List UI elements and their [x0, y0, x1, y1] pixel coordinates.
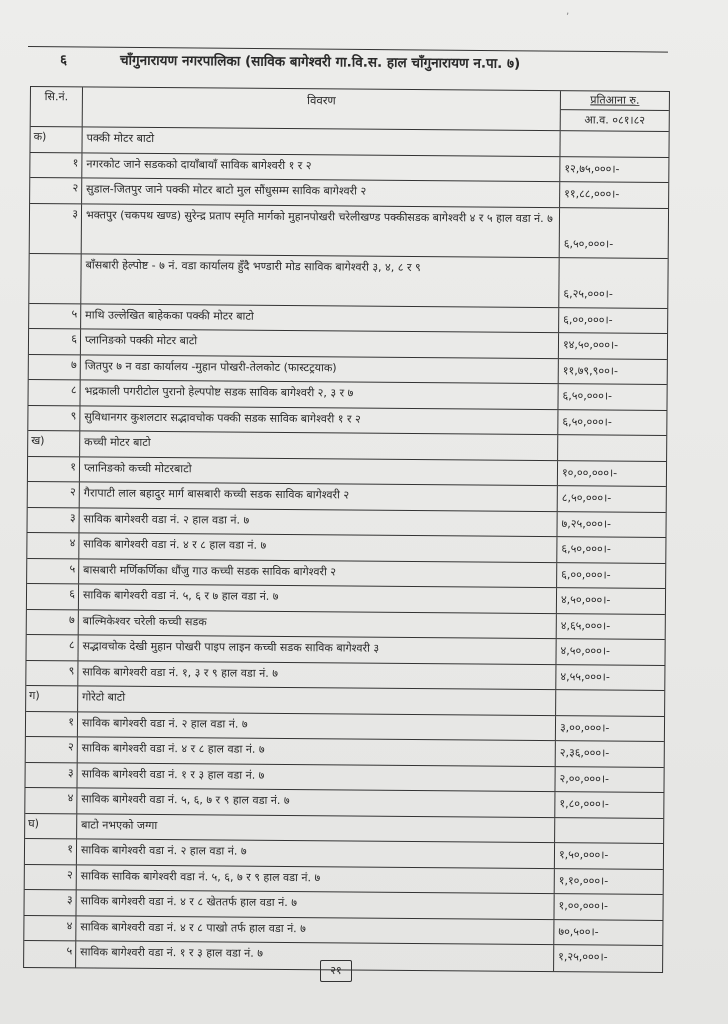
cell-sn: ६: [27, 584, 79, 609]
cell-sn: २: [26, 737, 78, 762]
page-number: २१: [320, 960, 352, 982]
cell-sn: ५: [27, 558, 79, 583]
corner-mark: ‚: [566, 6, 570, 17]
cell-description: प्लानिङको कच्ची मोटरबाटो: [80, 457, 558, 485]
cell-amount: ६,००,०००।-: [561, 567, 611, 582]
cell-amount: १४,५०,०००।-: [562, 338, 619, 352]
cell-amount: ६,५०,०००।-: [563, 236, 614, 251]
cell-amount: १०,००,०००।-: [561, 465, 618, 480]
cell-description: साविक बागेश्वरी वडा नं. १ र ३ हाल वडा नं. ७: [77, 763, 555, 791]
cell-amount: २,३६,०००।-: [559, 746, 610, 760]
cell-description: भद्रकाली पगरीटोल पुरानो हेल्पपोष्ट सडक साविक बागेश्वरी २, ३ र ७: [80, 380, 558, 408]
cell-sn: ३: [24, 890, 76, 915]
cell-description: साविक बागेश्वरी वडा नं. ४ र ८ हाल वडा नं. ७: [78, 737, 556, 765]
cell-amount: ११,७९,९००।-: [562, 363, 619, 378]
cell-description: नगरकोट जाने सडकको दायाँबायाँ साविक बागेश्वरी १ र २: [82, 153, 560, 181]
table-header-row: [31, 87, 669, 132]
page-title: चाँगुनारायण नगरपालिका (साविक बागेश्वरी गा.वि.स. हाल चाँगुनारायण न.पा. ७): [119, 52, 521, 73]
cell-description: साविक बागेश्वरी वडा नं. ४ र ८ पाखो तर्फ हाल वडा नं. ७: [76, 916, 554, 944]
col-sn-header: सि.नं.: [31, 87, 83, 126]
cell-sn: ग): [26, 686, 78, 711]
cell-description: गोरेटो बाटो: [78, 686, 556, 714]
cell-description: साविक बागेश्वरी वडा नं. २ हाल वडा नं. ७: [77, 839, 555, 867]
cell-amount: २,००,०००।-: [559, 771, 610, 786]
cell-sn: ९: [26, 660, 78, 685]
cell-sn: ८: [28, 380, 80, 405]
cell-sn: [29, 254, 81, 303]
cell-sn: २: [30, 178, 82, 203]
cell-description: सुडाल-जितपुर जाने पक्की मोटर बाटो मुल सौंधुसम्म साविक बागेश्वरी २: [82, 178, 560, 206]
cell-description: साविक बागेश्वरी वडा नं. ५, ६, ७ र ९ हाल वडा नं. ७: [77, 788, 555, 816]
table-row: [30, 204, 668, 259]
cell-description: साविक बागेश्वरी वडा नं. २ हाल वडा नं. ७: [78, 712, 556, 740]
cell-sn: ७: [27, 609, 79, 634]
cell-sn: ३: [30, 204, 82, 253]
cell-description: साविक बागेश्वरी वडा नं. २ हाल वडा नं. ७: [79, 508, 557, 536]
cell-amount: ६,५०,०००।-: [562, 414, 612, 429]
cell-amount: [558, 435, 666, 460]
cell-sn: ४: [24, 915, 76, 940]
cell-amount: ४,६५,०००।-: [560, 618, 611, 633]
cell-description: जितपुर ७ न वडा कार्यालय -मुहान पोखरी-तेलकोट (फास्टट्रयाक): [81, 355, 559, 383]
cell-amount: ६,५०,०००।-: [562, 389, 613, 403]
cell-sn: ख): [28, 431, 80, 456]
page-heading: [60, 50, 680, 81]
cell-sn: ८: [26, 635, 78, 660]
cell-amount: १,२५,०००।-: [558, 950, 608, 964]
cell-sn: १: [28, 456, 80, 481]
table-row: [29, 254, 667, 309]
cell-amount: [555, 818, 663, 843]
cell-amount: ६,००,०००।-: [563, 312, 613, 327]
cell-amount: १२,७५,०००।-: [564, 161, 620, 176]
col-amount-header-top: प्रतिआना रु.: [561, 91, 669, 111]
cell-sn: १: [25, 839, 77, 864]
cell-amount: [556, 690, 664, 715]
cell-sn: ४: [25, 788, 77, 813]
col-amount-header: [561, 91, 669, 131]
cell-amount: ४,५०,०००।-: [560, 593, 611, 607]
cell-sn: ३: [25, 762, 77, 787]
cell-description: गैरापाटी लाल बहादुर मार्ग बासबारी कच्ची सडक साविक बागेश्वरी २: [80, 482, 558, 510]
cell-description: बाल्मिकेश्वर चरेली कच्ची सडक: [79, 610, 557, 638]
cell-description: साविक बागेश्वरी वडा नं. ४ र ८ खेततर्फ हाल वडा नं. ७: [76, 890, 554, 918]
cell-sn: २: [25, 864, 77, 889]
cell-description: साविक बागेश्वरी वडा नं. १, ३ र ९ हाल वडा नं. ७: [78, 661, 556, 689]
cell-description: साविक बागेश्वरी वडा नं. १ र ३ हाल वडा नं. ७: [76, 941, 554, 970]
cell-description: साविक बागेश्वरी वडा नं. ५, ६ र ७ हाल वडा नं. ७: [79, 584, 557, 612]
cell-description: बासबारी मर्णिकर्णिका धौंजु गाउ कच्ची सडक साविक बागेश्वरी २: [79, 559, 557, 587]
cell-description: साविक बागेश्वरी वडा नं. ४ र ८ हाल वडा नं. ७: [79, 533, 557, 561]
cell-sn: ३: [27, 507, 79, 532]
cell-description: कच्ची मोटर बाटो: [80, 431, 558, 459]
cell-amount: ६,५०,०००।-: [561, 542, 611, 556]
cell-description: बाँसबारी हेल्पोष्ट - ७ नं. वडा कार्यालय हुँदै भण्डारी मोड साविक बागेश्वरी ३, ४, ८ र ९: [81, 254, 559, 307]
cell-description: प्लानिङको पक्की मोटर बाटो: [81, 329, 559, 357]
cell-amount: १,१०,०००।-: [558, 873, 609, 888]
cell-sn: १: [26, 711, 78, 736]
cell-amount: ८,५०,०००।-: [561, 491, 612, 505]
cell-sn: २: [28, 482, 80, 507]
cell-description: पक्की मोटर बाटो: [82, 127, 560, 155]
section-number: ६: [59, 52, 68, 69]
cell-sn: ५: [24, 941, 76, 967]
cell-sn: ४: [27, 533, 79, 558]
cell-description: सुविधानगर कुशलटार सद्भावचोक पक्की सडक साविक बागेश्वरी १ र २: [80, 406, 558, 434]
cell-amount: १,००,०००।-: [558, 899, 609, 913]
cell-description: बाटो नभएको जग्गा: [77, 814, 555, 842]
cell-amount: १,८०,०००।-: [559, 797, 609, 811]
cell-amount: [560, 131, 668, 156]
cell-amount: ४,५५,०००।-: [560, 669, 610, 684]
cell-amount: ११,८८,०००।-: [564, 187, 620, 201]
col-amount-header-bottom: आ.व. ०८१।८२: [584, 113, 646, 127]
cell-sn: क): [30, 127, 82, 152]
cell-description: माथि उल्लेखित बाहेकका पक्की मोटर बाटो: [81, 304, 559, 332]
valuation-table: [23, 86, 670, 972]
cell-description: भक्तपुर (चकपथ खण्ड) सुरेन्द्र प्रताप स्मृति मार्गको मुहानपोखरी चरेलीखण्ड पक्कीसडक बागेश्वरी ४ र ५ हाल वडा नं. ७: [82, 204, 560, 257]
cell-amount: ४,५०,०००।-: [560, 644, 611, 658]
cell-amount: ३,००,०००।-: [559, 720, 610, 735]
cell-description: साविक साविक बागेश्वरी वडा नं. ५, ६, ७ र ९ हाल वडा नं. ७: [77, 865, 555, 893]
cell-amount: ६,२५,०००।-: [563, 286, 613, 301]
cell-sn: ९: [28, 405, 80, 430]
cell-sn: १: [30, 153, 82, 178]
cell-sn: ७: [29, 354, 81, 379]
cell-sn: ६: [29, 329, 81, 354]
cell-description: सद्भावचोक देखी मुहान पोखरी पाइप लाइन कच्ची सडक साविक बागेश्वरी ३: [78, 635, 556, 663]
cell-amount: ७,२५,०००।-: [561, 516, 612, 531]
col-desc-header: विवरण: [83, 87, 561, 130]
cell-amount: १,५०,०००।-: [558, 848, 609, 862]
cell-sn: घ): [25, 813, 77, 838]
cell-amount: ७०,५००।-: [558, 924, 599, 938]
cell-sn: ५: [29, 304, 81, 329]
